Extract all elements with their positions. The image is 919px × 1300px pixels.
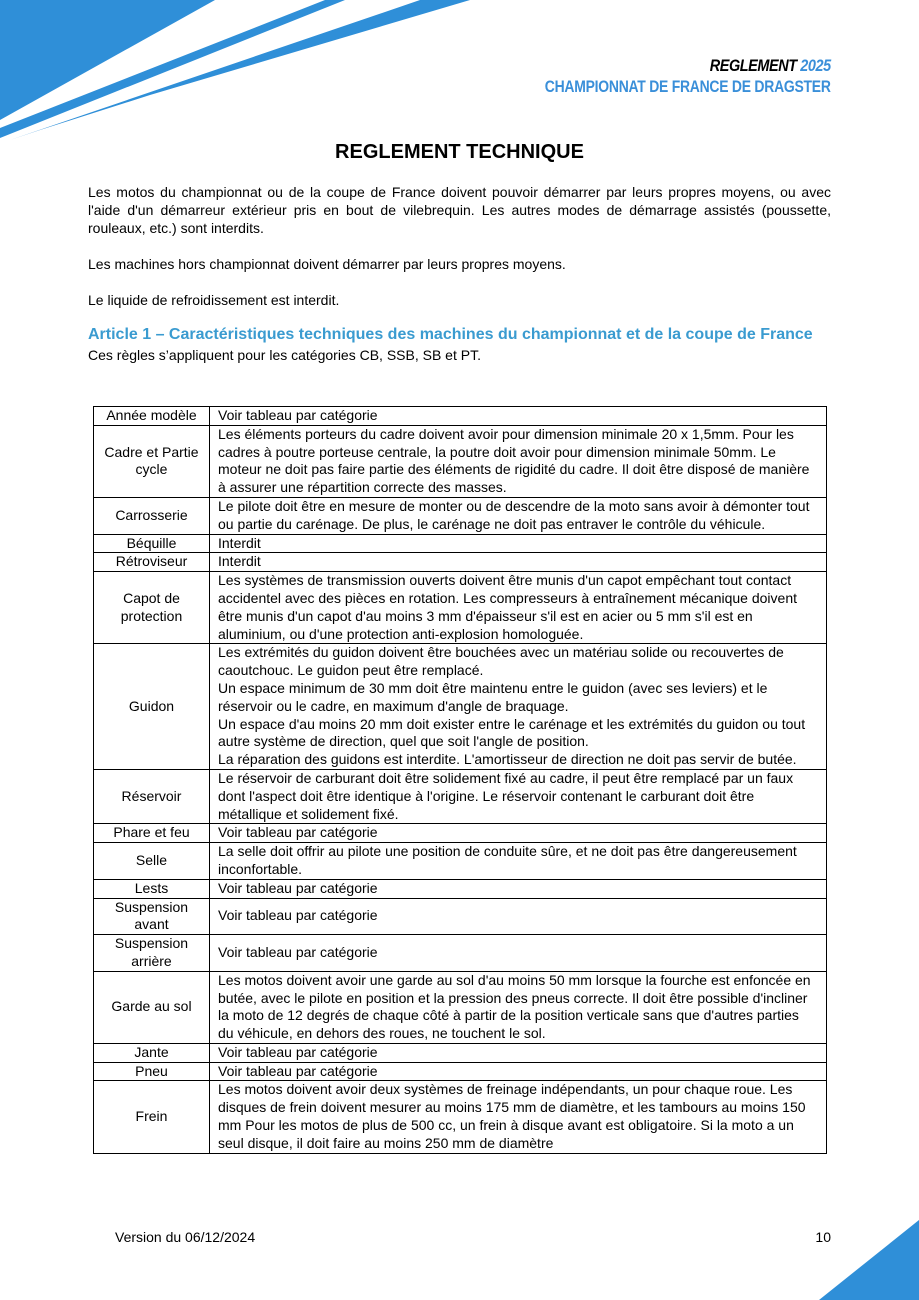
paragraph-demarrage: Les motos du championnat ou de la coupe de France doivent pouvoir démarrer par leurs propres moyens, ou avec l'aide d'un démarreur extérieur pris en bout de vilebrequin. Les autres modes de démarrage assistés (poussette, rouleaux, etc.) sont interdits.	[88, 184, 831, 236]
table-value-cell: La selle doit offrir au pilote une position de conduite sûre, et ne doit pas être dangereusement inconfortable.	[210, 843, 827, 880]
table-key-cell: Carrosserie	[94, 497, 210, 534]
table-row	[94, 824, 827, 843]
footer-version: Version du 06/12/2024	[115, 1229, 256, 1245]
table-row	[94, 1043, 827, 1062]
table-value-cell: Voir tableau par catégorie	[210, 407, 827, 426]
table-key-cell: Lests	[94, 879, 210, 898]
table-key-cell: Garde au sol	[94, 971, 210, 1043]
header-championship: CHAMPIONNAT DE FRANCE DE DRAGSTER	[545, 77, 831, 96]
table-row	[94, 407, 827, 426]
paragraph-hors-championnat: Les machines hors championnat doivent démarrer par leurs propres moyens.	[88, 256, 566, 272]
table-row	[94, 425, 827, 497]
table-key-cell: Pneu	[94, 1062, 210, 1081]
technical-table	[93, 406, 827, 1154]
table-key-cell: Phare et feu	[94, 824, 210, 843]
paragraph-refroidissement: Le liquide de refroidissement est interdit.	[88, 292, 340, 308]
table-value-cell: Les motos doivent avoir une garde au sol d'au moins 50 mm lorsque la fourche est enfoncée en butée, avec le pilote en position et la pression des pneus correcte. Il doit être possible d'incliner la moto de 12 degrés de chaque côté à partir de la position verticale sans que d'autres parties du véhicule, en dehors des roues, ne touchent le sol.	[210, 971, 827, 1043]
table-row	[94, 1062, 827, 1081]
table-value-cell: Les systèmes de transmission ouverts doivent être munis d'un capot empêchant tout contact accidentel avec des pièces en rotation. Les compresseurs à entraînement mécanique doivent être munis d'un capot d'au moins 3 mm d'épaisseur s'il est en acier ou 5 mm s'il est en aluminium, ou d'une protection anti-explosion homologuée.	[210, 572, 827, 644]
table-row	[94, 843, 827, 880]
page-number: 10	[815, 1229, 831, 1245]
table-row	[94, 1081, 827, 1153]
table-key-cell: Rétroviseur	[94, 553, 210, 572]
header-reglement-line	[535, 56, 831, 76]
article-subtitle: Ces règles s’appliquent pour les catégories CB, SSB, SB et PT.	[88, 347, 481, 363]
table-value-cell: Les éléments porteurs du cadre doivent avoir pour dimension minimale 20 x 1,5mm. Pour les cadres à poutre porteuse centrale, la poutre doit avoir pour dimension minimale 50mm. Le moteur ne doit pas faire partie des éléments de rigidité du cadre. Il doit être disposé de manière à assurer une répartition correcte des masses.	[210, 425, 827, 497]
table-key-cell: Capot de protection	[94, 572, 210, 644]
table-row	[94, 769, 827, 823]
bottom-right-triangle-decoration	[819, 1220, 919, 1300]
table-value-cell: Voir tableau par catégorie	[210, 898, 827, 935]
table-key-cell: Suspension arrière	[94, 935, 210, 972]
header-year: 2025	[800, 56, 831, 75]
table-value-cell: Le réservoir de carburant doit être solidement fixé au cadre, il peut être remplacé par un faux dont l'aspect doit être identique à l'origine. Le réservoir contenant le carburant doit être métallique et solidement fixé.	[210, 769, 827, 823]
page-title: REGLEMENT TECHNIQUE	[335, 141, 584, 163]
table-row	[94, 553, 827, 572]
table-key-cell: Jante	[94, 1043, 210, 1062]
table-row	[94, 898, 827, 935]
table-key-cell: Béquille	[94, 534, 210, 553]
table-value-cell: Voir tableau par catégorie	[210, 1062, 827, 1081]
table-key-cell: Année modèle	[94, 407, 210, 426]
table-value-cell: Voir tableau par catégorie	[210, 1043, 827, 1062]
table-row	[94, 572, 827, 644]
table-row	[94, 971, 827, 1043]
table-value-cell: Les motos doivent avoir deux systèmes de freinage indépendants, un pour chaque roue. Les disques de frein doivent mesurer au moins 175 mm de diamètre, et les tambours au moins 150 mm Pour les motos de plus de 500 cc, un frein à disque avant est obligatoire. Si la moto a un seul disque, il doit faire au moins 250 mm de diamètre	[210, 1081, 827, 1153]
table-row	[94, 879, 827, 898]
table-row	[94, 534, 827, 553]
table-value-cell: Voir tableau par catégorie	[210, 824, 827, 843]
main-content	[88, 183, 831, 373]
table-key-cell: Selle	[94, 843, 210, 880]
table-row	[94, 935, 827, 972]
table-key-cell: Cadre et Partie cycle	[94, 425, 210, 497]
table-value-cell: Voir tableau par catégorie	[210, 935, 827, 972]
table-row	[94, 497, 827, 534]
header-reglement: REGLEMENT	[710, 56, 797, 75]
top-left-stripes-decoration	[0, 0, 480, 150]
table-row	[94, 644, 827, 770]
table-value-cell: Les extrémités du guidon doivent être bouchées avec un matériau solide ou recouvertes de caoutchouc. Le guidon peut être remplacé. Un espace minimum de 30 mm doit être maintenu entre le guidon (avec ses leviers) et le réservoir ou le cadre, en maximum d'angle de braquage. Un espace d'au moins 20 mm doit exister entre le carénage et les extrémités du guidon ou tout autre système de direction, quel que soit l'angle de position. La réparation des guidons est interdite. L'amortisseur de direction ne doit pas servir de butée.	[210, 644, 827, 770]
table-value-cell: Interdit	[210, 553, 827, 572]
table-key-cell: Réservoir	[94, 769, 210, 823]
document-header	[482, 56, 831, 98]
table-key-cell: Frein	[94, 1081, 210, 1153]
article-title: Article 1 – Caractéristiques techniques des machines du championnat et de la coupe de France	[88, 326, 813, 343]
table-key-cell: Guidon	[94, 644, 210, 770]
table-value-cell: Voir tableau par catégorie	[210, 879, 827, 898]
table-key-cell: Suspension avant	[94, 898, 210, 935]
table-value-cell: Le pilote doit être en mesure de monter ou de descendre de la moto sans avoir à démonter tout ou partie du carénage. De plus, le carénage ne doit pas entraver le contrôle du véhicule.	[210, 497, 827, 534]
table-value-cell: Interdit	[210, 534, 827, 553]
